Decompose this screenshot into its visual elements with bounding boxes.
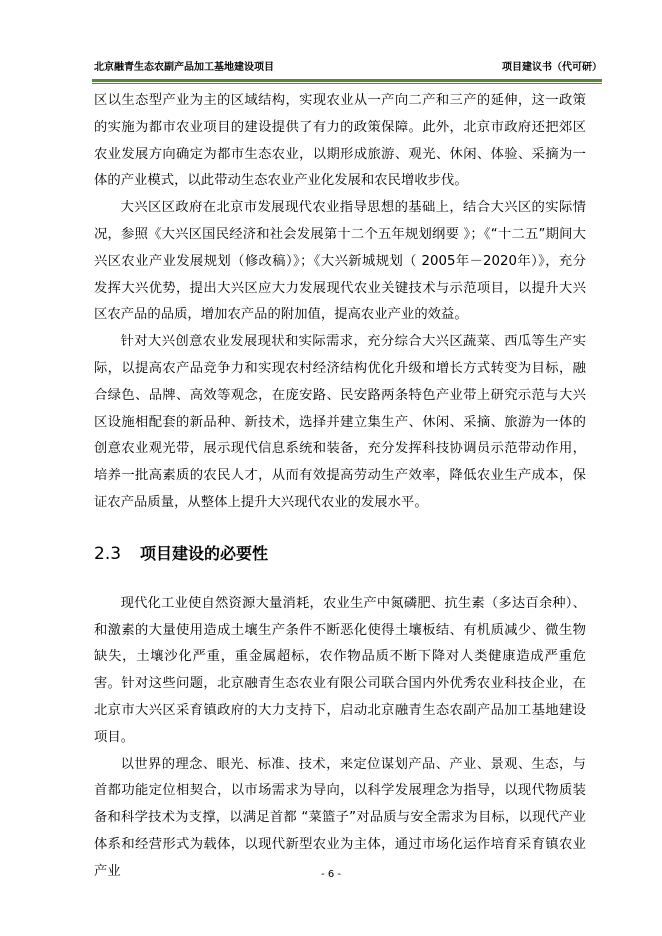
section-title: 项目建设的必要性 <box>140 543 269 563</box>
page-body <box>94 88 586 886</box>
header-rule-thin <box>92 83 602 84</box>
paragraph-daxing-plan: 大兴区区政府在北京市发展现代农业指导思想的基础上，结合大兴区的实际情况，参照《大兴区国民经济和社会发展第十二个五年规划纲要 》；《“十二五”期间大兴区农业产业发展规划（修改稿）》；《大兴新城规划（ 2005年－2020年）》，充分发挥大兴优势，提出大兴区应大力发展现代农业关键技术与示范项目，以提升大兴区农产品的品质，增加农产品的附加值，提高农业产业的效益。 <box>94 200 586 323</box>
header-rule-thick <box>92 79 602 82</box>
paragraph-vision: 以世界的理念、眼光、标准、技术，来定位谋划产品、产业、景观、生态，与首都功能定位相契合，以市场需求为导向，以科学发展理念为指导，以现代物质装备和科学技术为支撑，以满足首都 “菜篮子”对品质与安全需求为目标，以现代产业体系和经营形式为载体，以现代新型农业为主体，通过市场化运作培育采育镇农业产业 <box>94 756 586 879</box>
header-document-type: 项目建议书（代可研） <box>502 62 602 73</box>
paragraph-creative-agriculture: 针对大兴创意农业发展现状和实际需求，充分综合大兴区蔬菜、西瓜等生产实际，以提高农产品竞争力和实现农村经济结构优化升级和增长方式转变为目标，融合绿色、品牌、高效等观念，在庞安路、民安路两条特色产业带上研究示范与大兴区设施相配套的新品种、新技术，选择并建立集生产、休闲、采摘、旅游为一体的创意农业观光带，展示现代信息系统和装备，充分发挥科技协调员示范带动作用，培养一批高素质的农民人才，从而有效提高劳动生产效率，降低农业生产成本，保证农产品质量，从整体上提升大兴现代农业的发展水平。 <box>94 334 586 510</box>
page-number: - 6 - <box>321 869 341 880</box>
paragraph-continued: 区以生态型产业为主的区域结构，实现农业从一产向二产和三产的延伸，这一政策的实施为都市农业项目的建设提供了有力的政策保障。此外，北京市政府还把郊区农业发展方向确定为都市生态农业，以期形成旅游、观光、休闲、体验、采摘为一体的产业模式，以此带动生态农业产业化发展和农民增收步伐。 <box>94 93 586 189</box>
paragraph-necessity: 现代化工业使自然资源大量消耗，农业生产中氮磷肥、抗生素（多达百余种）、和激素的大量使用造成土壤生产条件不断恶化使得土壤板结、有机质减少、微生物缺失，土壤沙化严重，重金属超标，农作物品质不断下降对人类健康造成严重危害。针对这些问题，北京融青生态农业有限公司联合国内外优秀农业科技企业，在北京市大兴区采育镇政府的大力支持下，启动北京融青生态农副产品加工基地建设项目。 <box>94 595 586 745</box>
page-header <box>92 61 602 79</box>
section-heading <box>94 539 586 569</box>
header-project-title: 北京融青生态农副产品加工基地建设项目 <box>94 62 274 73</box>
section-number: 2.3 <box>94 543 122 564</box>
